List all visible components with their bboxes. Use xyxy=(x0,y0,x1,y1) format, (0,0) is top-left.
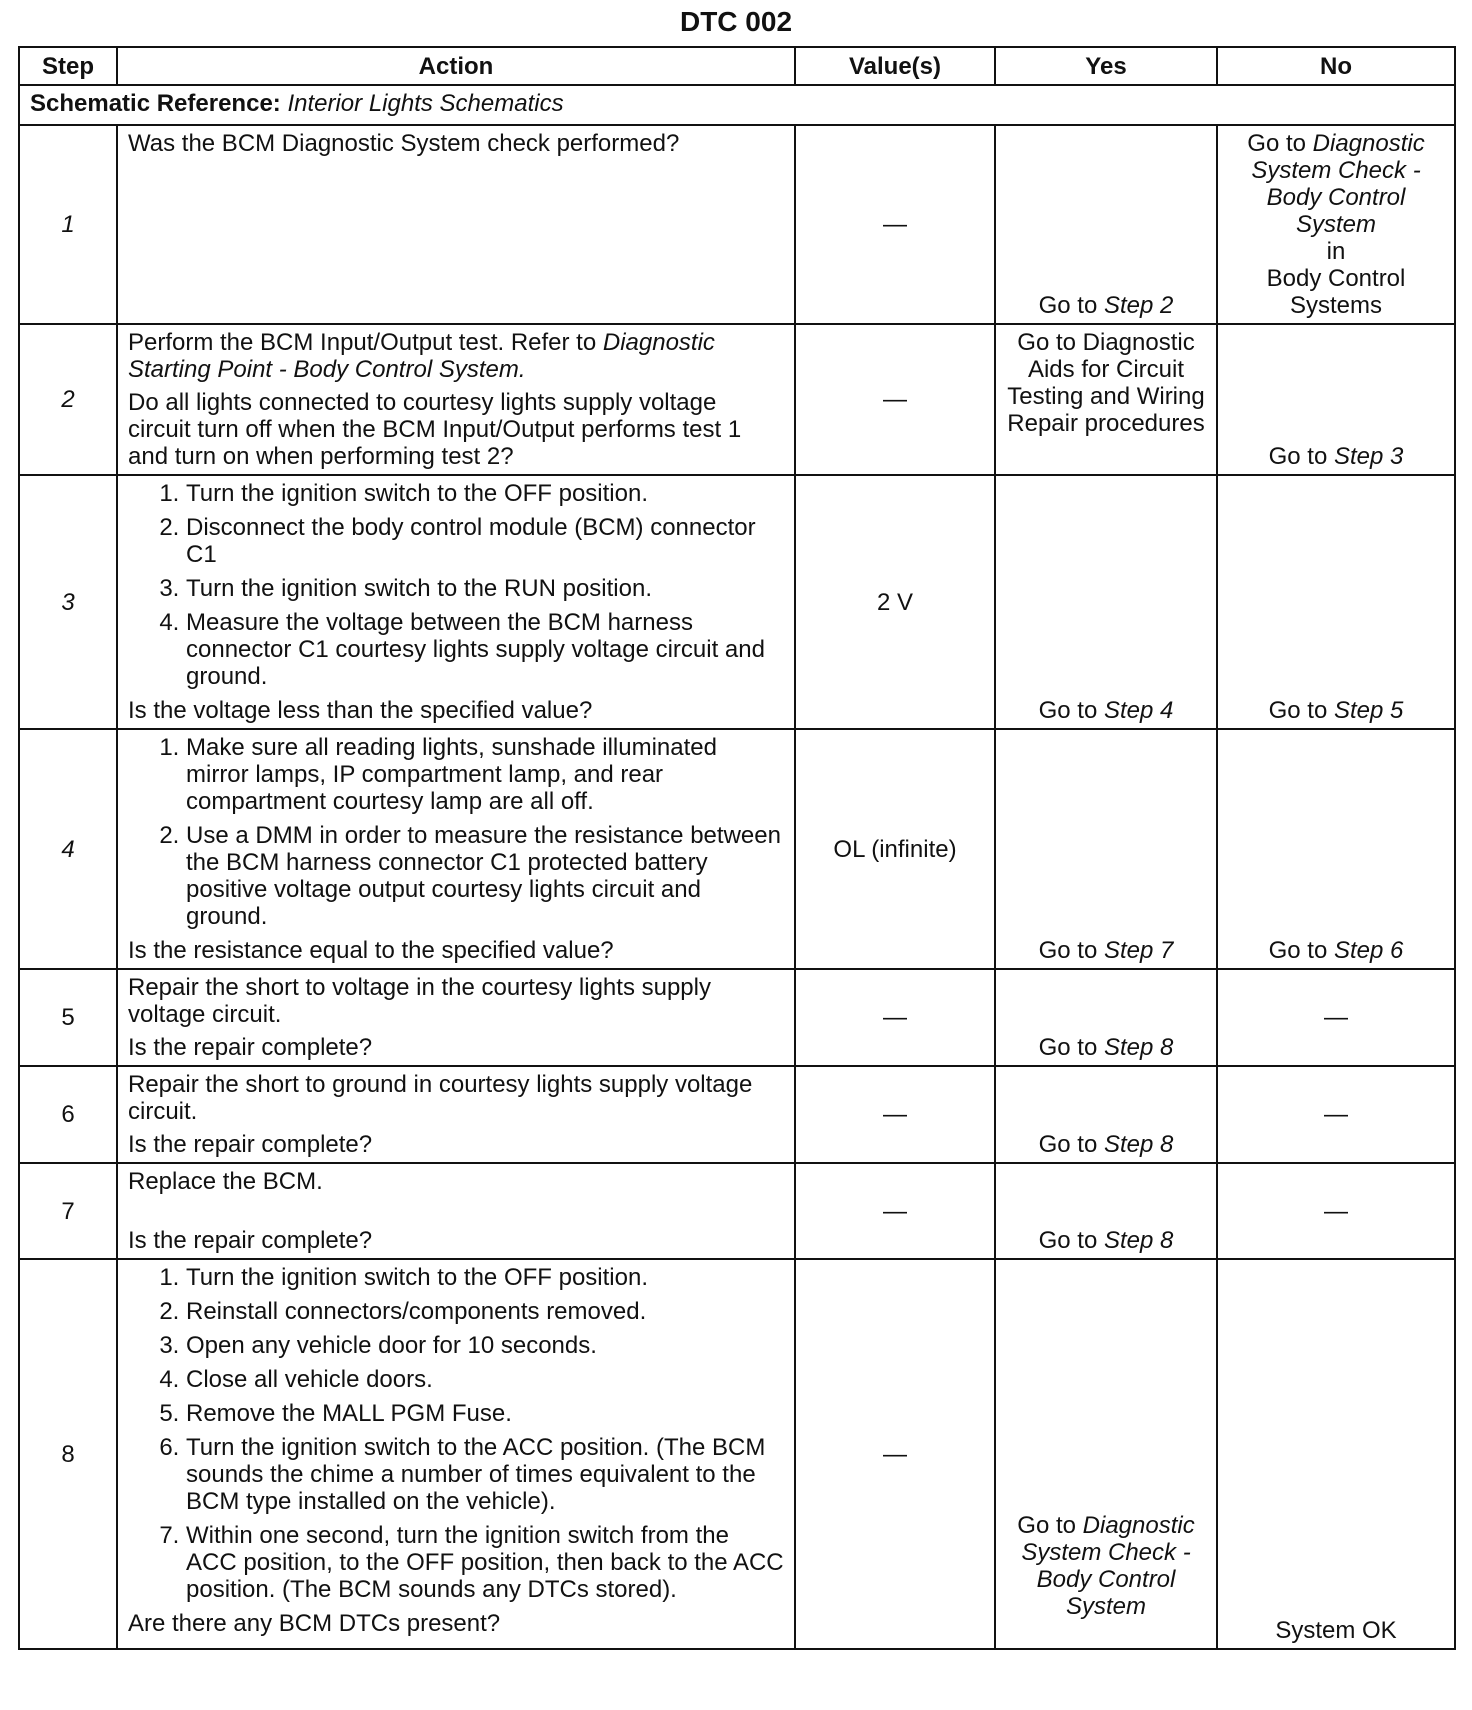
list-item: 1. Make sure all reading lights, sunshade illuminated mirror lamps, IP compartment lamp, and rear compartment courtesy lamp are all off. xyxy=(186,734,784,815)
no-cell xyxy=(1217,324,1455,475)
value-cell: — xyxy=(795,324,995,475)
no-cell xyxy=(1217,125,1455,324)
no-prefix: Go to xyxy=(1268,443,1334,470)
action-text: Repair the short to voltage in the courtesy lights supply voltage circuit. xyxy=(128,974,711,1028)
action-question: Is the voltage less than the specified value? xyxy=(128,697,593,724)
header-action: Action xyxy=(117,47,795,85)
no-prefix: Go to xyxy=(1247,130,1313,157)
list-item: 4. Close all vehicle doors. xyxy=(186,1366,784,1393)
no-cell: System OK xyxy=(1217,1259,1455,1649)
list-item: 3. Turn the ignition switch to the RUN position. xyxy=(186,575,784,602)
no-link: Step 5 xyxy=(1333,697,1404,724)
dtc-table xyxy=(18,46,1456,1650)
schematic-label: Schematic Reference: xyxy=(30,90,281,117)
table-row-step-7 xyxy=(19,1163,1455,1259)
list-item: 1. Turn the ignition switch to the OFF position. xyxy=(186,480,784,507)
table-row-step-6 xyxy=(19,1066,1455,1163)
yes-cell xyxy=(995,729,1217,969)
step-number: 6 xyxy=(19,1066,117,1163)
action-cell xyxy=(117,125,795,324)
list-item: 3. Open any vehicle door for 10 seconds. xyxy=(186,1332,784,1359)
no-cell: — xyxy=(1217,1163,1455,1259)
no-prefix: Go to xyxy=(1268,937,1334,964)
action-cell xyxy=(117,1259,795,1649)
yes-link: Diagnostic System Check - Body Control System xyxy=(1021,1512,1195,1620)
no-suffix: Body Control Systems xyxy=(1266,265,1406,319)
value-cell: — xyxy=(795,1163,995,1259)
table-row-step-8 xyxy=(19,1259,1455,1649)
schematic-value: Interior Lights Schematics xyxy=(287,90,564,117)
step-number: 7 xyxy=(19,1163,117,1259)
list-item: 2. Reinstall connectors/components removed. xyxy=(186,1298,784,1325)
action-question: Is the repair complete? xyxy=(128,1227,373,1254)
table-row-step-4 xyxy=(19,729,1455,969)
yes-link: Step 4 xyxy=(1103,697,1174,724)
action-cell xyxy=(117,969,795,1066)
list-item: 2. Disconnect the body control module (BCM) connector C1 xyxy=(186,514,784,568)
value-cell: OL (infinite) xyxy=(795,729,995,969)
action-cell xyxy=(117,475,795,729)
value-cell: — xyxy=(795,1066,995,1163)
no-link: Diagnostic System Check - Body Control System xyxy=(1251,130,1425,238)
no-cell: — xyxy=(1217,969,1455,1066)
step-number: 1 xyxy=(19,125,117,324)
step-number: 3 xyxy=(19,475,117,729)
yes-cell xyxy=(995,475,1217,729)
schematic-reference xyxy=(19,85,1455,125)
yes-prefix: Go to xyxy=(1038,1034,1104,1061)
no-cell: — xyxy=(1217,1066,1455,1163)
action-link: Diagnostic Starting Point - Body Control System. xyxy=(128,329,715,383)
step-number: 2 xyxy=(19,324,117,475)
action-question: Do all lights connected to courtesy lights supply voltage circuit turn off when the BCM Input/Output performs test 1 and turn on when performing test 2? xyxy=(128,389,742,470)
procedure-list xyxy=(128,734,784,930)
step-number: 8 xyxy=(19,1259,117,1649)
yes-link: Step 8 xyxy=(1103,1034,1174,1061)
action-cell xyxy=(117,324,795,475)
schematic-row xyxy=(19,85,1455,125)
list-item: 7. Within one second, turn the ignition switch from the ACC position, to the OFF position, then back to the ACC position. (The BCM sounds any DTCs stored). xyxy=(186,1522,784,1603)
yes-link: Step 7 xyxy=(1103,937,1174,964)
header-step: Step xyxy=(19,47,117,85)
yes-link: Step 8 xyxy=(1103,1227,1174,1254)
yes-cell: Go to Diagnostic Aids for Circuit Testing and Wiring Repair procedures xyxy=(995,324,1217,475)
step-number: 4 xyxy=(19,729,117,969)
action-question: Is the resistance equal to the specified value? xyxy=(128,937,614,964)
list-item: 2. Use a DMM in order to measure the resistance between the BCM harness connector C1 protected battery positive voltage output courtesy lights circuit and ground. xyxy=(186,822,784,930)
yes-prefix: Go to xyxy=(1017,1512,1083,1539)
yes-cell xyxy=(995,125,1217,324)
no-mid: in xyxy=(1326,238,1346,265)
no-prefix: Go to xyxy=(1268,697,1334,724)
list-item: 1. Turn the ignition switch to the OFF position. xyxy=(186,1264,784,1291)
table-row-step-5 xyxy=(19,969,1455,1066)
yes-prefix: Go to xyxy=(1038,292,1104,319)
no-link: Step 6 xyxy=(1333,937,1404,964)
value-cell: — xyxy=(795,125,995,324)
step-number: 5 xyxy=(19,969,117,1066)
action-text xyxy=(128,329,784,383)
value-cell: 2 V xyxy=(795,475,995,729)
list-item: 5. Remove the MALL PGM Fuse. xyxy=(186,1400,784,1427)
yes-cell xyxy=(995,1066,1217,1163)
table-row-step-1 xyxy=(19,125,1455,324)
no-cell xyxy=(1217,729,1455,969)
no-link: Step 3 xyxy=(1333,443,1404,470)
table-row-step-2 xyxy=(19,324,1455,475)
yes-link: Step 2 xyxy=(1103,292,1174,319)
action-question: Is the repair complete? xyxy=(128,1131,373,1158)
yes-prefix: Go to xyxy=(1038,1227,1104,1254)
yes-cell xyxy=(995,1163,1217,1259)
document-title: DTC 002 xyxy=(679,6,793,37)
yes-cell xyxy=(995,1259,1217,1649)
yes-link: Step 8 xyxy=(1103,1131,1174,1158)
header-row xyxy=(19,47,1455,85)
action-cell xyxy=(117,1066,795,1163)
value-cell: — xyxy=(795,1259,995,1649)
action-text: Was the BCM Diagnostic System check performed? xyxy=(128,130,680,157)
list-item: 6. Turn the ignition switch to the ACC position. (The BCM sounds the chime a number of times equivalent to the BCM type installed on the vehicle). xyxy=(186,1434,784,1515)
yes-prefix: Go to xyxy=(1038,697,1104,724)
action-text: Repair the short to ground in courtesy lights supply voltage circuit. xyxy=(128,1071,753,1125)
procedure-list xyxy=(128,1264,784,1603)
action-cell xyxy=(117,729,795,969)
action-question: Is the repair complete? xyxy=(128,1034,373,1061)
procedure-list xyxy=(128,480,784,690)
action-question: Are there any BCM DTCs present? xyxy=(128,1610,501,1637)
action-cell xyxy=(117,1163,795,1259)
list-item: 4. Measure the voltage between the BCM harness connector C1 courtesy lights supply voltage circuit and ground. xyxy=(186,609,784,690)
yes-prefix: Go to xyxy=(1038,1131,1104,1158)
yes-cell xyxy=(995,969,1217,1066)
header-yes: Yes xyxy=(995,47,1217,85)
table-row-step-3 xyxy=(19,475,1455,729)
header-no: No xyxy=(1217,47,1455,85)
no-cell xyxy=(1217,475,1455,729)
action-prefix: Perform the BCM Input/Output test. Refer to xyxy=(128,329,603,356)
action-text: Replace the BCM. xyxy=(128,1168,323,1195)
header-values: Value(s) xyxy=(795,47,995,85)
value-cell: — xyxy=(795,969,995,1066)
yes-prefix: Go to xyxy=(1038,937,1104,964)
